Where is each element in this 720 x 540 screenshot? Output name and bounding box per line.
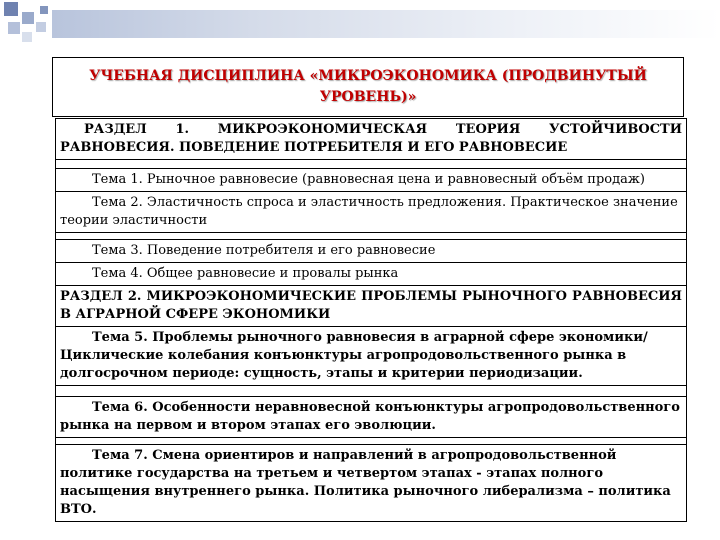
- spacer: [55, 386, 687, 396]
- decor-square: [36, 22, 46, 32]
- decor-square: [22, 12, 34, 24]
- topic-2: Тема 2. Эластичность спроса и эластичность предложения. Практическое значение теории эластичности: [55, 192, 687, 233]
- syllabus-table: [55, 118, 687, 522]
- section-1-heading: [55, 118, 687, 160]
- topic-7: Тема 7. Смена ориентиров и направлений в агропродовольственной политике государства на третьем и четвертом этапах - этапах полного насыщения внутреннего рынка. Политика рыночного либерализма – политика ВТО.: [55, 444, 687, 522]
- topic-5: Тема 5. Проблемы рыночного равновесия в аграрной сфере экономики/ Циклические колебания конъюнктуры агропродовольственного рынка в долгосрочном периоде: сущность, этапы и критерии периодизации.: [55, 327, 687, 386]
- spacer: [55, 160, 687, 168]
- section-2-text: РАЗДЕЛ 2. МИКРОЭКОНОМИЧЕСКИЕ ПРОБЛЕМЫ РЫНОЧНОГО РАВНОВЕСИЯ В АГРАРНОЙ СФЕРЕ ЭКОНОМИКИ: [60, 289, 682, 322]
- decor-square: [40, 6, 48, 14]
- header-gradient-bar: [52, 10, 720, 38]
- topic-6: Тема 6. Особенности неравновесной конъюнктуры агропродовольственного рынка на первом и втором этапах его эволюции.: [55, 396, 687, 438]
- decor-square: [8, 22, 20, 34]
- topic-3: Тема 3. Поведение потребителя и его равновесие: [55, 239, 687, 263]
- section-1-text: РАЗДЕЛ 1. МИКРОЭКОНОМИЧЕСКАЯ ТЕОРИЯ УСТОЙЧИВОСТИ РАВНОВЕСИЯ. ПОВЕДЕНИЕ ПОТРЕБИТЕЛЯ И ЕГО РАВНОВЕСИЕ: [60, 122, 682, 155]
- topic-1: Тема 1. Рыночное равновесие (равновесная цена и равновесный объём продаж): [55, 168, 687, 192]
- section-2-heading: [55, 286, 687, 327]
- discipline-title-box: [52, 57, 684, 117]
- decor-square: [4, 2, 18, 16]
- topic-4: Тема 4. Общее равновесие и провалы рынка: [55, 263, 687, 286]
- decor-square: [22, 32, 32, 42]
- discipline-title: УЧЕБНАЯ ДИСЦИПЛИНА «МИКРОЭКОНОМИКА (ПРОДВИНУТЫЙ УРОВЕНЬ)»: [89, 68, 647, 105]
